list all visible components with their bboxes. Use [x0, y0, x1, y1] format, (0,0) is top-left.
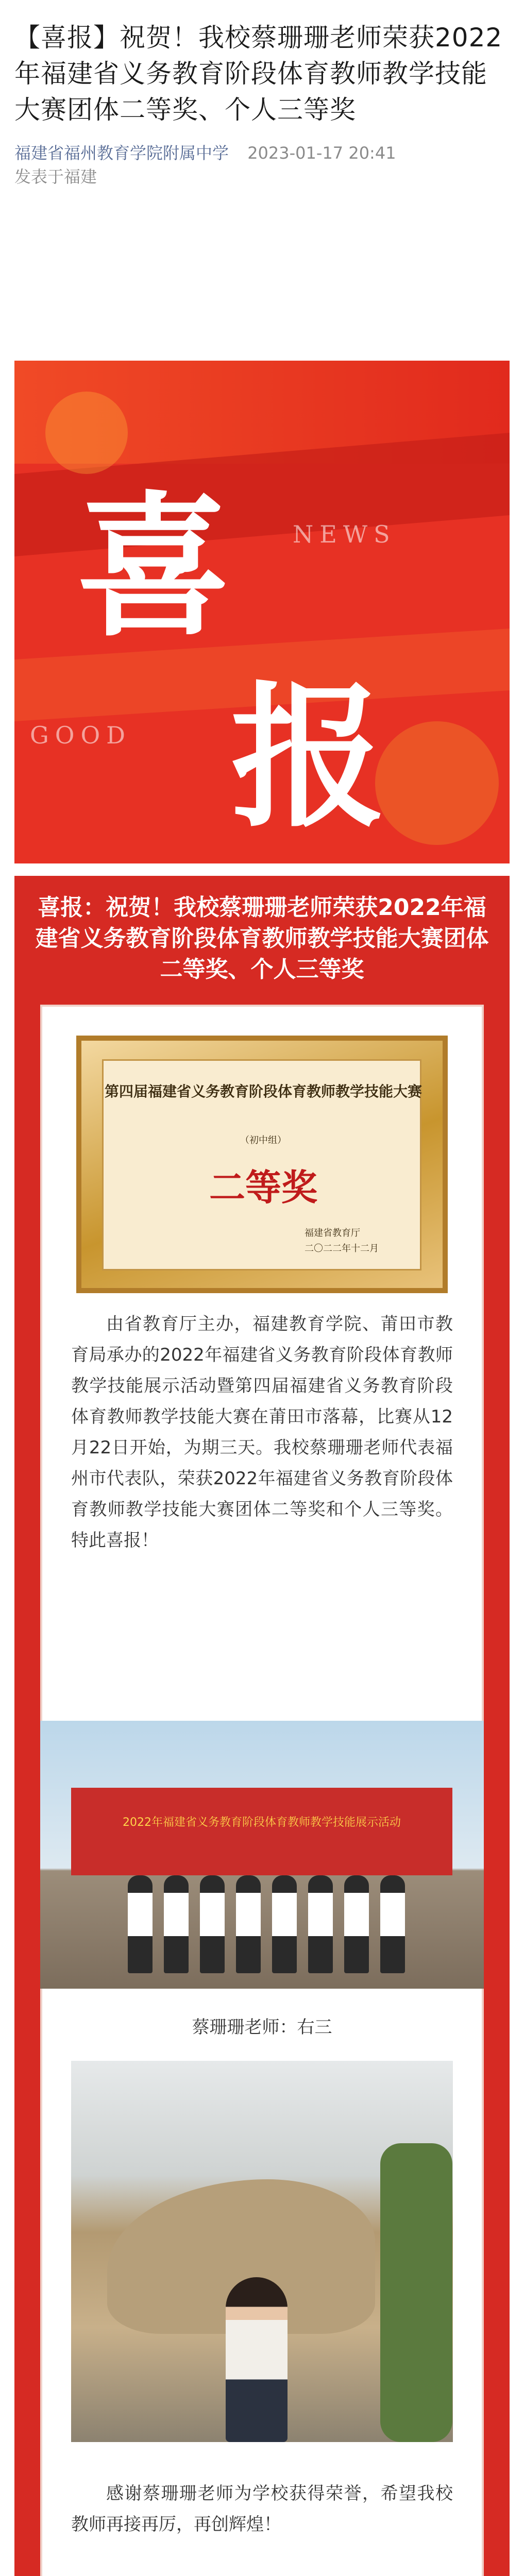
certificate-title: 第四届福建省义务教育阶段体育教师教学技能大赛 [104, 1083, 422, 1100]
certificate-date: 二〇二二年十二月 [305, 1243, 379, 1254]
stage-banner-text: 2022年福建省义务教育阶段体育教师教学技能展示活动 [123, 1816, 401, 1829]
team-member [344, 1875, 369, 1973]
teacher-portrait-photo [71, 2061, 453, 2442]
team-member [236, 1875, 261, 1973]
tree [380, 2143, 452, 2442]
team-group-photo [40, 1721, 484, 1989]
team-member [200, 1875, 225, 1973]
banner-good-text: GOOD [30, 721, 132, 749]
publish-date: 2023-01-17 20:41 [247, 143, 396, 163]
certificate-award: 二等奖 [209, 1166, 317, 1209]
frame-heading: 喜报：祝贺！我校蔡珊珊老师荣获2022年福建省义务教育阶段体育教师教学技能大赛团体二等奖、个人三等奖 [35, 894, 489, 982]
article-meta [14, 141, 510, 189]
certificate-photo [76, 1036, 448, 1293]
thanks-paragraph: 感谢蔡珊珊老师为学校获得荣誉，希望我校教师再接再厉，再创辉煌！ [71, 2483, 453, 2535]
banner-char-xi: 喜 [76, 476, 231, 657]
team-member [308, 1875, 333, 1973]
team-member [272, 1875, 297, 1973]
red-frame-section [14, 876, 510, 2576]
article-header [0, 0, 524, 242]
photo-caption: 蔡珊珊老师：右三 [192, 2017, 332, 2038]
team-member [164, 1875, 189, 1973]
team-member [380, 1875, 405, 1973]
celebration-banner-image [14, 361, 510, 863]
certificate-issuer: 福建省教育厅 [305, 1228, 360, 1239]
publish-location: 发表于福建 [14, 167, 97, 187]
team-member [128, 1875, 153, 1973]
banner-news-text: NEWS [293, 520, 396, 548]
certificate-panel [102, 1059, 421, 1270]
stage-backdrop [71, 1788, 452, 1875]
news-body-paragraph: 由省教育厅主办，福建教育学院、莆田市教育局承办的2022年福建省义务教育阶段体育教师教学技能展示活动暨第四届福建省义务教育阶段体育教师教学技能大赛在莆田市落幕，比赛从12月22日开始，为期三天。我校蔡珊珊老师代表福州市代表队，荣获2022年福建省义务教育阶段体育教师教学技能大赛团体二等奖和个人三等奖。特此喜报！ [71, 1314, 453, 1551]
account-name-link[interactable]: 福建省福州教育学院附属中学 [14, 143, 229, 163]
banner-char-bao: 报 [231, 666, 385, 848]
certificate-subtitle: （初中组） [240, 1135, 286, 1146]
article-title: 【喜报】祝贺！我校蔡珊珊老师荣获2022年福建省义务教育阶段体育教师教学技能大赛团体二等奖、个人三等奖 [14, 23, 503, 125]
teacher-figure [226, 2277, 288, 2442]
